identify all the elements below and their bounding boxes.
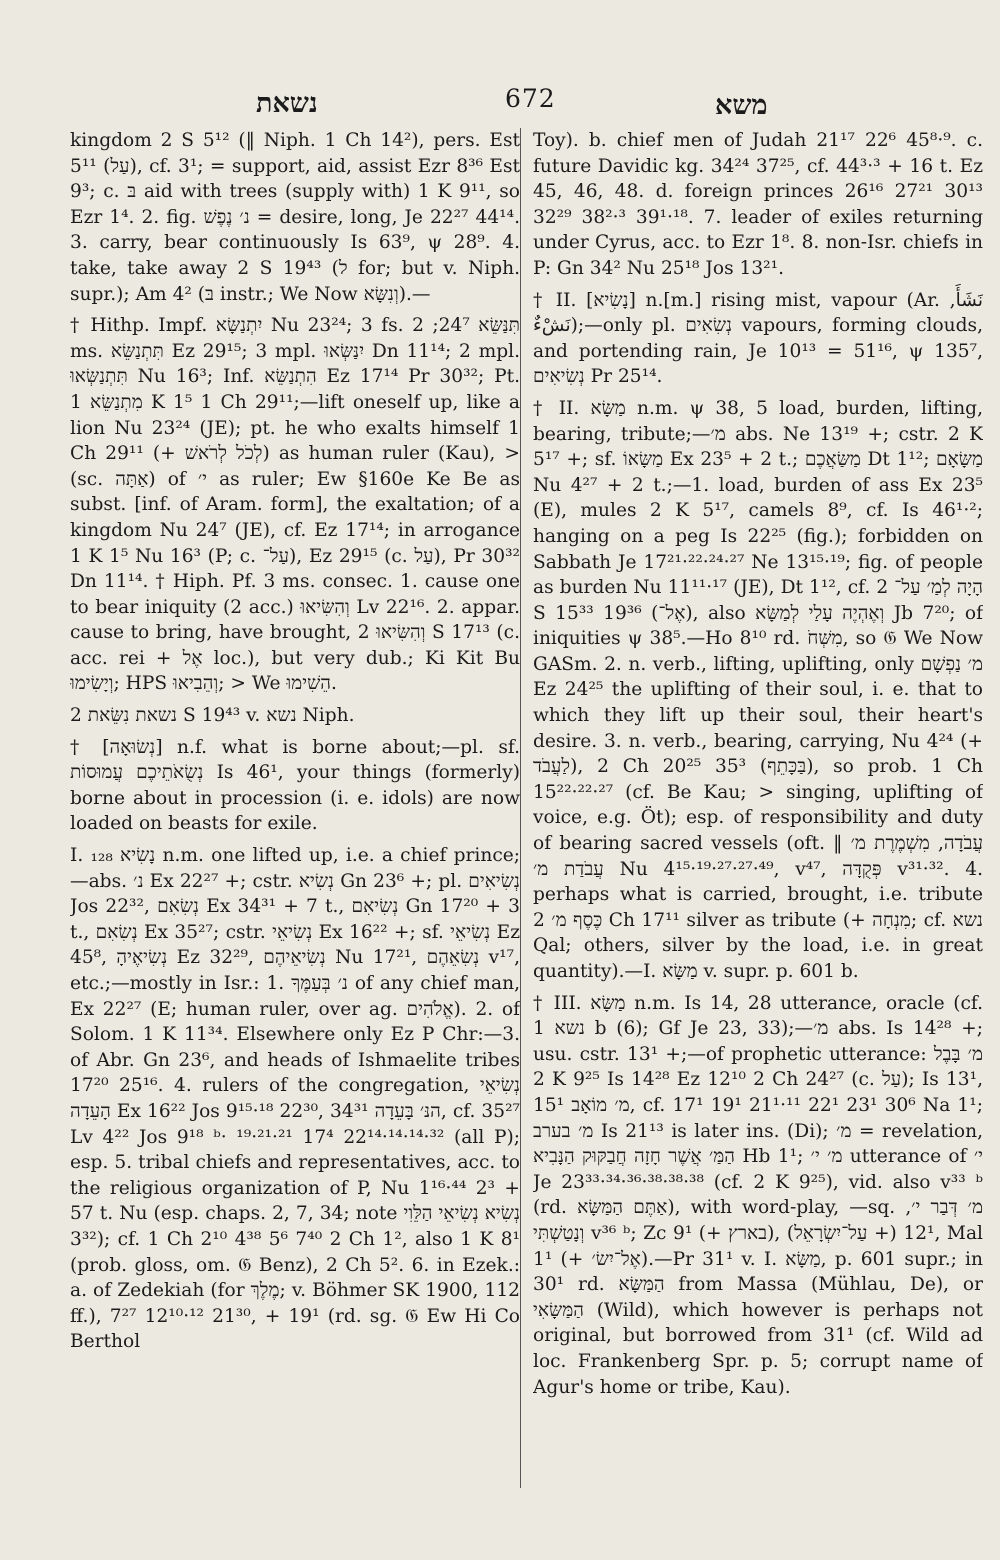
entry-nasi-vapour: † II. [נָשִׂיא] n.[m.] rising mist, vapour (Ar. نَشَأَ, نَشْءٌ);—only pl. נְשִׂאִים vapours, forming clouds, and portending rain, Je 10¹³ = 51¹⁶, ψ 135⁷, נְשִׂיאִים Pr 25¹⁴. — [533, 289, 983, 388]
page-number: 672 — [505, 84, 556, 113]
entry-hithp-hiph: † Hithp. Impf. יִתְנַשָּׂא Nu 23²⁴; 3 fs. תִּנַּשֵּׂא 24⁷; 2 ms. תִּתְנַשֵּׂא Ez 29¹⁵; 3 mpl. יִנַּשְּׂאוּ Dn 11¹⁴; 2 mpl. תִּתְנַשְּׂאוּ Nu 16³; Inf. הִתְנַשֵּׂא Ez 17¹⁴ Pr 30³²; Pt. מִתְנַשֵּׂא 1 K 1⁵ 1 Ch 29¹¹;—lift oneself up, like a lion Nu 23²⁴ (JE); pt. he who exalts himself 1 Ch 29¹¹ (+ לְכֹל לְרֹאשׁ) as human ruler (Kau), > (sc. אַתָּה) of י׳ as ruler; Ew §160e Ke Be as subst. [inf. of Aram. form], the exaltation; of a kingdom Nu 24⁷ (JE), cf. Ez 17¹⁴; in arrogance 1 K 1⁵ Nu 16³ (P; c. עַל־), Ez 29¹⁵ (c. עַל), Pr 30³² Dn 11¹⁴. † Hiph. Pf. 3 ms. consec. 1. cause one to bear iniquity (2 acc.) וְהִשִּׂיאוּ Lv 22¹⁶. 2. appar. cause to bring, have brought, וְהִשִּׂיאוּ 2 S 17¹³ (c. acc. rei + אֶל loc.), but very dub.; Ki Kit Bu וְיָשִׂימוּ; HPS וְהֵבִיאוּ; > We הֵשִׁימוּ. — [70, 315, 520, 695]
header-right-word: משא — [715, 90, 768, 121]
entry-massa-oracle: † III. מַשָּׂא n.m. Is 14, 28 utterance, oracle (cf. נשא 1 b (6); Gf Je 23, 33);—מ׳ abs. Is 14²⁸ +; usu. cstr. 13¹ +;—of prophetic utterance: מ׳ בָּבֶל 2 K 9²⁵ Is 14²⁸ Ez 12¹⁰ 2 Ch 24²⁷ (c. עַל); Is 13¹, מ׳ מוֹאָב 15¹, cf. 17¹ 19¹ 21¹·¹¹ 22¹ 23¹ 30⁶ Na 1¹; מ׳ בערב Is 21¹³ is later ins. (Di); מ׳ = revelation, הַמַּ׳ אֲשֶׁר חָזָה חֲבַקּוּק הַנָּבִיא Hb 1¹; מ׳ י׳ utterance of י׳ Je 23³³·³⁴·³⁶·³⁸·³⁸·³⁸ (cf. 2 K 9²⁵), vid. also v³³ ᵇ (rd. אַתֶּם הַמַּשָּׂא), with word-play, —sq. מ׳ דְּבַר י׳, וְנָטַשְׁתִּי v³⁶ ᵇ; Zc 9¹ (+ בארץ), 12¹ (+ עַל־יִשְׂרָאֵל), Mal 1¹ (+ אֶל־יִשׂ׳).—Pr 31¹ v. I. מַשָּׂא, p. 601 supr.; in 30¹ rd. הַמַּשָּׂא from Massa (Mühlau, De), or הַמַּשָּׂאִי (Wild), which however is perhaps not original, but borrowed from 31¹ (cf. Wild ad loc. Frankenberg Spr. p. 5; corrupt name of Agur's home or tribe, Kau). — [533, 992, 983, 1398]
entry-nesuah: † [נְשׂוּאָה] n.f. what is borne about;—pl. sf. נְשֻׂאֹתֵיכֶם עֲמוּסוֹת Is 46¹, your things (formerly) borne about in procession (i. e. idols) are now loaded on beasts for exile. — [70, 736, 520, 835]
entry-massa-load: † II. מַשָּׂא n.m. ψ 38, 5 load, burden, lifting, bearing, tribute;—מ׳ abs. Ne 13¹⁹ +; cstr. 2 K 5¹⁷ +; sf. מַשָּׂאוֹ Ex 23⁵ + 2 t.; מַשַּׂאֲכֶם Dt 1¹²; מַשָּׂאָם Nu 4²⁷ + 2 t.;—1. load, burden of ass Ex 23⁵ (E), mules 2 K 5¹⁷, camels 8⁹, cf. Is 46¹·²; hanging on a peg Is 22²⁵ (fig.); forbidden on Sabbath Je 17²¹·²²·²⁴·²⁷ Ne 13¹⁵·¹⁹; fig. of people as burden Nu 11¹¹·¹⁷ (JE), Dt 1¹², cf. הָיָה לְמַ׳ עַל־ 2 S 15³³ 19³⁶ (אֶל־), also וְאֶהְיֶה עָלַי לְמַשָּׂא Jb 7²⁰; of iniquities ψ 38⁵.—Ho 8¹⁰ rd. מִשְּׁחֹ, so 𝔊 We Now GASm. 2. n. verb., lifting, uplifting, only מ׳ נַפְשָׁם Ez 24²⁵ the uplifting of their soul, i. e. that to which they lift up their soul, their heart's desire. 3. n. verb., bearing, carrying, Nu 4²⁴ (+ לַעֲבֹד), 2 Ch 20²⁵ 35³ (בַּכָּתֵף), so prob. 1 Ch 15²²·²²·²⁷ (cf. Be Kau; > singing, uplifting of voice, e.g. Öt); esp. of responsibility and duty of bearing sacred vessels (oft. ‖ עֲבֹדָה, מִשְׁמֶרֶת מ׳ עֲבֹדַת מ׳ Nu 4¹⁵·¹⁹·²⁷·²⁷·⁴⁹, v⁴⁷, פְּקֻדָּה v³¹·³². 4. perhaps what is carried, brought, i.e. tribute כֶּסֶף מ׳ 2 Ch 17¹¹ silver as tribute (+ מִנְחָה; cf. נשא Qal; others, silver by the load, i.e. in great quantity).—I. מַשָּׂא v. supr. p. 601 b. — [533, 397, 983, 982]
entry-continuation-support: kingdom 2 S 5¹² (‖ Niph. 1 Ch 14²), pers. Est 5¹¹ (עַל), cf. 3¹; = support, aid, assist Ezr 8³⁶ Est 9³; c. בּ aid with trees (supply with) 1 K 9¹¹, so Ezr 1⁴. 2. fig. נ׳ נֶפֶשׁ = desire, long, Je 22²⁷ 44¹⁴. 3. carry, bear continuously Is 63⁹, ψ 28⁹. 4. take, take away 2 S 19⁴³ (ל for; but v. Niph. supr.); Am 4² (בּ instr.; We Now וְנִשָּׂא).— — [70, 130, 520, 305]
header-left-word: נשאת — [256, 88, 318, 119]
entry-nissat: נשאת נִשֵּׂאת 2 S 19⁴³ v. נשא Niph. — [70, 705, 355, 727]
entry-nasi-chief: I. נָשִׂיא ₁₂₈ n.m. one lifted up, i.e. a chief prince;—abs. נ׳ Ex 22²⁷ +; cstr. נְשִׂיא Gn 23⁶ +; pl. נְשִׂיאִים Jos 22³², נְשִׂאִם Ex 34³¹ + 7 t., נְשִׂיאִם Gn 17²⁰ + 3 t., נְשִׂאִם Ex 35²⁷; cstr. נְשִׂיאֵי Ex 16²² +; sf. נְשִׂיאֵי Ez 45⁸, נְשִׂיאֶיהָ Ez 32²⁹, נְשִׂיאֵיהֶם Nu 17²¹, נְשִׂאֵהֶם v¹⁷, etc.;—mostly in Isr.: 1. נ׳ בְּעַמֶּךָ of any chief man, Ex 22²⁷ (E; human ruler, over ag. אֱלֹהִים). 2. of Solom. 1 K 11³⁴. Elsewhere only Ez P Chr:—3. of Abr. Gn 23⁶, and heads of Ishmaelite tribes 17²⁰ 25¹⁶. 4. rulers of the congregation, נְשִׂיאֵי הָעֵדָה Ex 16²² Jos 9¹⁵·¹⁸ 22³⁰, הנּ׳ בָּעֵדָה 34³¹, cf. 35²⁷ Lv 4²² Jos 9¹⁸ ᵇ· ¹⁹·²¹·²¹ 17⁴ 22¹⁴·¹⁴·¹⁴·³² (all P); esp. 5. tribal chiefs and representatives, acc. to the religious organization of P, Nu 1¹⁶·⁴⁴ 2³ + 57 t. Nu (esp. chaps. 2, 7, 34; note נְשִׂיא נְשִׂיאֵי הַלֵּוִי 3³²); cf. 1 Ch 2¹⁰ 4³⁸ 5⁶ 7⁴⁰ 2 Ch 1², also 1 K 8¹ (prob. gloss, om. 𝔊 Benz), 2 Ch 5². 6. in Ezek.: a. of Zedekiah (for מֶלֶךְ; v. Böhmer SK 1900, 112 ff.), 7²⁷ 12¹⁰·¹² 21³⁰, + 19¹ (rd. sg. 𝔊 Ew Hi Co Berthol — [70, 845, 520, 1353]
entry-nasi-continued: Toy). b. chief men of Judah 21¹⁷ 22⁶ 45⁸·⁹. c. future Davidic kg. 34²⁴ 37²⁵, cf. 44³·³ + 16 t. Ez 45, 46, 48. d. foreign princes 26¹⁶ 27²¹ 30¹³ 32²⁹ 38²·³ 39¹·¹⁸. 7. leader of exiles returning under Cyrus, acc. to Ezr 1⁸. 8. non-Isr. chiefs in P: Gn 34² Nu 25¹⁸ Jos 13²¹. — [533, 130, 983, 279]
page-header — [60, 78, 960, 128]
left-column — [70, 128, 520, 1498]
right-column — [533, 128, 983, 1498]
column-divider — [520, 128, 521, 1488]
